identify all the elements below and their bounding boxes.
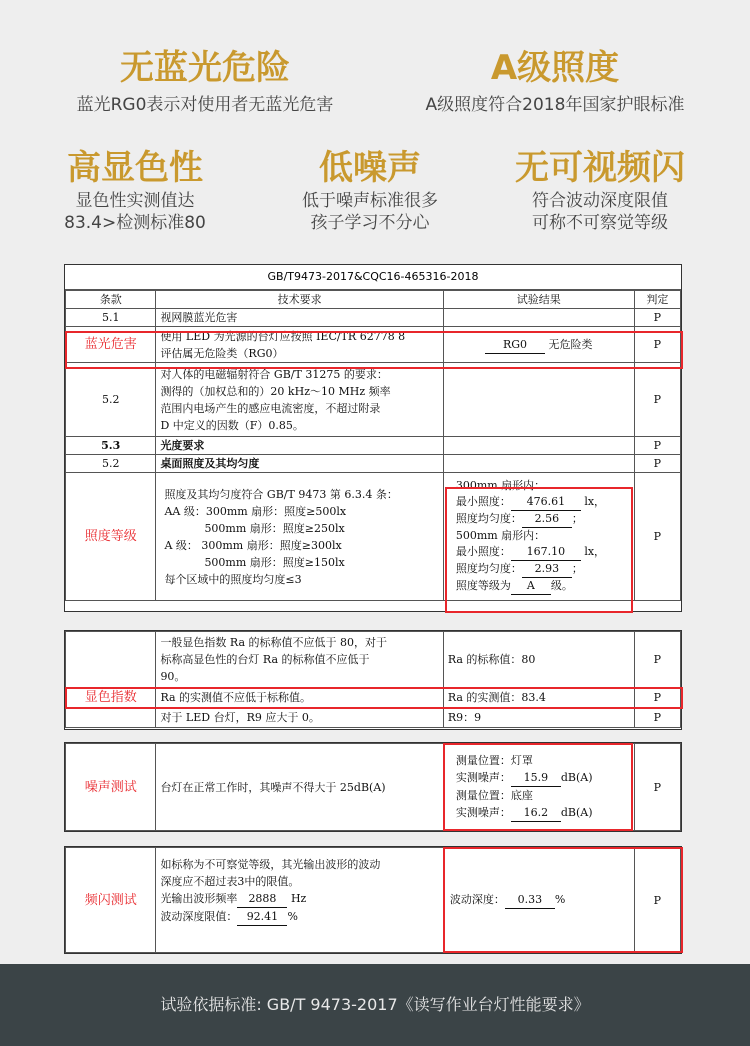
requirement-text [156,632,443,688]
min-illuminance-300: 476.61 [511,494,581,511]
verdict: P [634,363,680,437]
report-table-flicker [64,846,682,954]
requirement-line: 一般显色指数 Ra 的标称值不应低于 80，对于 [160,636,388,649]
requirement-text: 桌面照度及其均匀度 [156,455,443,473]
header-verdict: 判定 [634,291,680,309]
result-label: 照度均匀度： [455,562,522,575]
depth-limit: 92.41 [237,908,287,926]
result-label: 测量位置： [455,789,511,802]
result-line [456,787,630,804]
requirement-text: 台灯在正常工作时，其噪声不得大于 25dB(A) [156,744,443,831]
uniformity-300: 2.56 [522,511,572,528]
requirement-text [156,473,443,601]
result-unit: % [554,893,566,906]
feature-subtitle: 低于噪声标准很多 [302,191,438,211]
feature-subtitle: 蓝光RG0表示对使用者无蓝光危害 [76,95,334,115]
table-row [66,708,681,728]
report-table-color-rendering [64,630,682,730]
verdict: P [634,437,680,455]
table-row-noise [66,744,681,831]
feature-no-blue-light [40,48,370,116]
requirement-line: 标称高显色性的台灯 Ra 的标称值不应低于 [160,653,370,666]
result-cell [443,744,634,831]
measured-noise-2: 16.2 [511,804,561,822]
header-result: 试验结果 [443,291,634,309]
result-cell [443,473,634,601]
feature-title: A级照度 [490,48,620,88]
table-row [66,632,681,688]
requirement-line: 照度及其均匀度符合 GB/T 9473 第 6.3.4 条： [164,487,398,501]
requirement-line: 使用 LED 为光源的台灯应按照 IEC/TR 62778 8 [160,329,406,343]
result-line [456,804,630,822]
table-row [66,363,681,437]
flicker-label: 频闪测试 [66,848,156,953]
requirement-line: D 中定义的因数（F）0.85。 [160,418,304,432]
table-row-illuminance [66,473,681,601]
result-separator: ； [571,512,583,525]
result-cell: R9：9 [443,708,634,728]
clause-number: 5.3 [66,437,156,455]
feature-title: 无可视频闪 [515,148,685,188]
uniformity-500: 2.93 [522,561,572,578]
result-value: RG0 [485,336,545,354]
feature-high-color-rendering [40,148,230,234]
color-rendering-label: 显色指数 [66,688,156,708]
feature-subtitle: 符合波动深度限值 [532,191,668,211]
requirement-text: Ra 的实测值不应低于标称值。 [156,688,443,708]
result-label: 最小照度： [455,545,511,558]
result-line [456,511,630,528]
report-table-noise [64,742,682,832]
verdict: P [634,688,680,708]
result-line [456,752,630,769]
result-cell [443,309,634,327]
label-cell [66,632,156,688]
blue-light-label: 蓝光危害 [66,327,156,363]
result-separator: ； [571,562,583,575]
feature-subtitle: 83.4>检测标准80 [64,213,206,233]
result-unit: lx， [584,545,606,558]
requirement-label: 波动深度限值： [160,910,238,923]
result-cell [443,363,634,437]
requirement-line [160,908,438,926]
clause-number: 5.2 [66,455,156,473]
requirement-line: 测得的（加权总和的）20 kHz～10 MHz 频率 [160,384,391,398]
measured-noise-1: 15.9 [511,769,561,787]
result-suffix: 无危险类 [548,337,593,351]
result-cell [443,455,634,473]
requirement-line: 评估属无危险类（RG0） [160,346,284,360]
result-label: 最小照度： [455,495,511,508]
result-line [456,561,630,578]
requirement-line [160,890,438,908]
verdict: P [634,309,680,327]
requirement-line: 范围内电场产生的感应电流密度，不超过附录 [160,401,381,415]
result-unit: dB(A) [560,771,593,784]
requirement-text: 光度要求 [156,437,443,455]
measure-position-2: 底座 [510,789,533,802]
label-cell [66,708,156,728]
requirement-line: 如标称为不可察觉等级，其光输出波形的波动 [160,858,381,871]
requirement-line: 深度应不超过表3中的限值。 [160,875,300,888]
result-suffix: 级。 [550,579,573,592]
illuminance-label: 照度等级 [66,473,156,601]
result-line: 500mm 扇形内： [455,529,546,542]
verdict: P [634,473,680,601]
requirement-text: 视网膜蓝光危害 [156,309,443,327]
requirement-text: 对于 LED 台灯，R9 应大于 0。 [156,708,443,728]
result-label: 波动深度： [449,893,505,906]
table-header-row [66,291,681,309]
header-requirement: 技术要求 [156,291,443,309]
result-label: 实测噪声： [455,771,511,784]
requirement-label: 光输出波形频率 [160,892,238,905]
result-line [456,544,630,561]
requirement-line: 500mm 扇形：照度≥150lx [204,555,345,569]
result-label: 照度等级为 [455,579,511,592]
result-label: 实测噪声： [455,806,511,819]
table-row-blue-light [66,327,681,363]
feature-no-visible-flicker [490,148,710,234]
clause-number: 5.2 [66,363,156,437]
table-row-flicker [66,848,681,953]
feature-title: 无蓝光危险 [120,48,290,88]
feature-subtitle: 显色性实测值达 [75,191,195,211]
result-line [456,769,630,787]
result-line [456,494,630,511]
result-line [456,578,630,595]
waveform-frequency: 2888 [237,890,287,908]
requirement-text [156,363,443,437]
standard-heading: GB/T9473-2017&CQC16-465316-2018 [65,265,681,290]
requirement-unit: % [287,910,298,923]
result-cell [443,848,634,953]
requirement-line: 每个区域中的照度均匀度≤3 [164,572,302,586]
requirement-text [156,848,443,953]
requirement-text [156,327,443,363]
illuminance-grade: A [511,578,551,595]
clause-number: 5.1 [66,309,156,327]
result-cell [443,327,634,363]
result-label: 照度均匀度： [455,512,522,525]
min-illuminance-500: 167.10 [511,544,581,561]
feature-title: 低噪声 [319,148,421,188]
requirement-line: 对人体的电磁辐射符合 GB/T 31275 的要求： [160,367,388,381]
verdict: P [634,744,680,831]
measure-position-1: 灯罩 [510,754,533,767]
feature-a-grade-illuminance [390,48,720,116]
table-row [66,455,681,473]
table-row [66,309,681,327]
requirement-line: 500mm 扇形：照度≥250lx [204,521,345,535]
result-cell [443,437,634,455]
result-cell: Ra 的实测值：83.4 [443,688,634,708]
header-clause: 条款 [66,291,156,309]
result-unit: lx， [584,495,606,508]
feature-subtitle: A级照度符合2018年国家护眼标准 [425,95,685,115]
verdict: P [634,708,680,728]
result-cell: Ra 的标称值：80 [443,632,634,688]
verdict: P [634,632,680,688]
table-row-color-rendering [66,688,681,708]
requirement-unit: Hz [290,892,307,905]
feature-title: 高显色性 [67,148,203,188]
verdict: P [634,455,680,473]
requirement-line: 90。 [160,670,186,683]
requirement-line: AA 级：300mm 扇形：照度≥500lx [164,504,347,518]
feature-low-noise [270,148,470,234]
verdict: P [634,848,680,953]
requirement-line: A 级： 300mm 扇形：照度≥300lx [164,538,342,552]
verdict: P [634,327,680,363]
table-row [66,437,681,455]
modulation-depth: 0.33 [505,891,555,909]
footer-standard: 试验依据标准: GB/T 9473-2017《读写作业台灯性能要求》 [0,964,750,1046]
report-table-main [64,264,682,612]
feature-subtitle: 孩子学习不分心 [310,213,430,233]
noise-label: 噪声测试 [66,744,156,831]
result-line: 300mm 扇形内： [455,479,546,492]
result-label: 测量位置： [455,754,511,767]
result-unit: dB(A) [560,806,593,819]
feature-subtitle: 可称不可察觉等级 [532,213,668,233]
